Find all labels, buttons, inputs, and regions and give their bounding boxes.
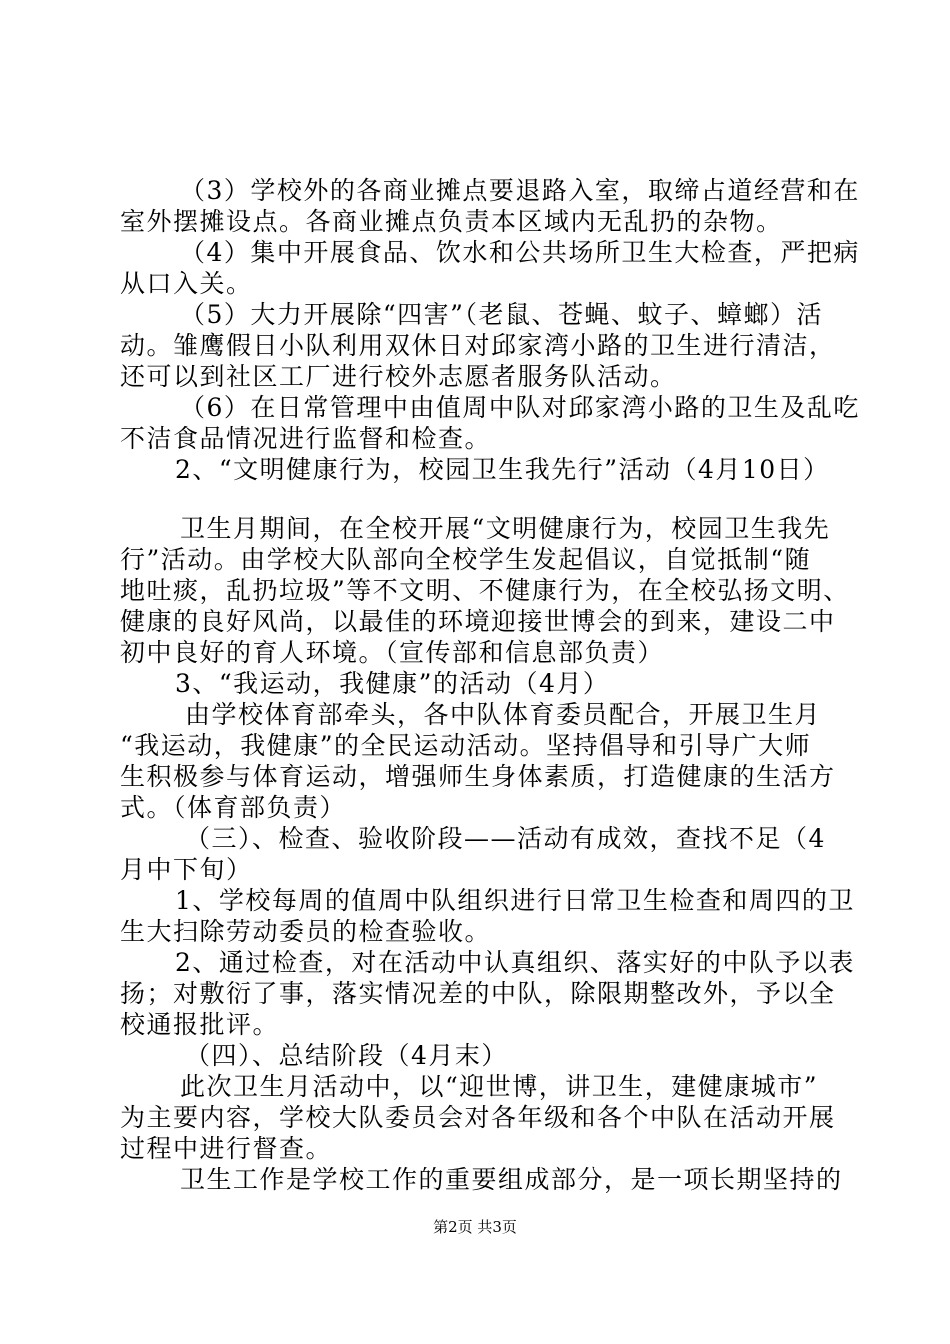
page-number-footer: 第2页 共3页	[433, 1218, 517, 1236]
text-line: 室外摆摊设点。各商业摊点负责本区域内无乱扔的杂物。	[120, 207, 783, 236]
text-line: 卫生工作是学校工作的重要组成部分，是一项长期坚持的	[180, 1165, 843, 1194]
text-line: 月中下旬）	[120, 855, 253, 884]
text-line: （6）在日常管理中由值周中队对邱家湾小路的卫生及乱吃	[180, 393, 860, 422]
text-line: 从口入关。	[120, 269, 253, 298]
text-line: 初中良好的育人环境。（宣传部和信息部负责）	[120, 638, 665, 667]
section-heading: 2、“文明健康行为，校园卫生我先行”活动（4月10日）	[175, 455, 830, 484]
text-line: 2、通过检查，对在活动中认真组织、落实好的中队予以表	[175, 948, 855, 977]
text-line: 校通报批评。	[120, 1010, 280, 1039]
text-line: （5）大力开展除“四害”（老鼠、苍蝇、蚊子、蟑螂）活	[180, 300, 823, 329]
text-line: 扬；对敷衍了事，落实情况差的中队，除限期整改外，予以全	[120, 979, 836, 1008]
text-line: 由学校体育部牵头，各中队体育委员配合，开展卫生月	[185, 700, 822, 729]
text-line: 行”活动。由学校大队部向全校学生发起倡议，自觉抵制“随	[120, 545, 812, 574]
text-line: 地吐痰，乱扔垃圾”等不文明、不健康行为，在全校弘扬文明、	[120, 576, 850, 605]
text-line: 不洁食品情况进行监督和检查。	[120, 424, 492, 453]
text-line: 为主要内容，学校大队委员会对各年级和各个中队在活动开展	[120, 1103, 836, 1132]
text-line: （4）集中开展食品、饮水和公共场所卫生大检查，严把病	[180, 238, 860, 267]
text-line: 健康的良好风尚，以最佳的环境迎接世博会的到来，建设二中	[120, 607, 836, 636]
section-heading: （四）、总结阶段（4月末）	[185, 1041, 508, 1070]
text-line: 过程中进行督查。	[120, 1134, 333, 1163]
text-line: “我运动，我健康”的全民运动活动。坚持倡导和引导广大师	[120, 731, 812, 760]
text-line: 生积极参与体育运动，增强师生身体素质，打造健康的生活方	[120, 762, 836, 791]
text-line: 生大扫除劳动委员的检查验收。	[120, 917, 492, 946]
section-heading: （三）、检查、验收阶段——活动有成效，查找不足（4	[185, 824, 826, 853]
text-line: 还可以到社区工厂进行校外志愿者服务队活动。	[120, 362, 677, 391]
section-heading: 3、“我运动，我健康”的活动（4月）	[175, 669, 610, 698]
text-line: 1、学校每周的值周中队组织进行日常卫生检查和周四的卫	[175, 886, 855, 915]
text-line: 卫生月期间，在全校开展“文明健康行为，校园卫生我先	[180, 514, 831, 543]
text-line: 式。（体育部负责）	[120, 793, 347, 822]
text-line: 动。雏鹰假日小队利用双休日对邱家湾小路的卫生进行清洁，	[120, 331, 836, 360]
text-line: （3）学校外的各商业摊点要退路入室，取缔占道经营和在	[180, 176, 860, 205]
text-line: 此次卫生月活动中，以“迎世博，讲卫生，建健康城市”	[180, 1072, 819, 1101]
